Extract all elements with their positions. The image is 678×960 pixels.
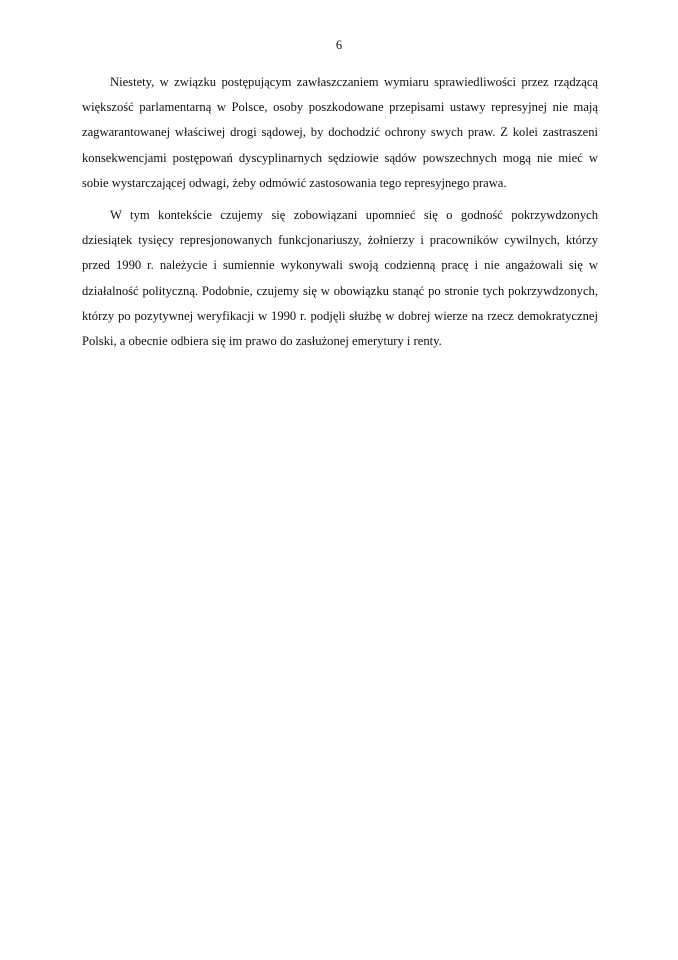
page-number: 6 [335, 38, 343, 52]
paragraph: Niestety, w związku postępującym zawłaszczaniem wymiaru sprawiedliwości przez rządzącą większość parlamentarną w Polsce, osoby poszkodowane przepisami ustawy represyjnej nie mają zagwarantowanej właściwej drogi sądowej, by dochodzić ochrony swych praw. Z kolei zastraszeni konsekwencjami postępowań dyscyplinarnych sędziowie sądów powszechnych mogą nie mieć w sobie wystarczającej odwagi, żeby odmówić zastosowania tego represyjnego prawa. [82, 75, 598, 190]
paragraph: W tym kontekście czujemy się zobowiązani upomnieć się o godność pokrzywdzonych dziesiątek tysięcy represjonowanych funkcjonariuszy, żołnierzy i pracowników cywilnych, którzy przed 1990 r. należycie i sumiennie wykonywali swoją codzienną pracę i nie angażowali się w działalność polityczną. Podobnie, czujemy się w obowiązku stanąć po stronie tych pokrzywdzonych, którzy po pozytywnej weryfikacji w 1990 r. podjęli służbę w dobrej wierze na rzecz demokratycznej Polski, a obecnie odbiera się im prawo do zasłużonej emerytury i renty. [82, 208, 598, 349]
document-body [82, 70, 598, 354]
